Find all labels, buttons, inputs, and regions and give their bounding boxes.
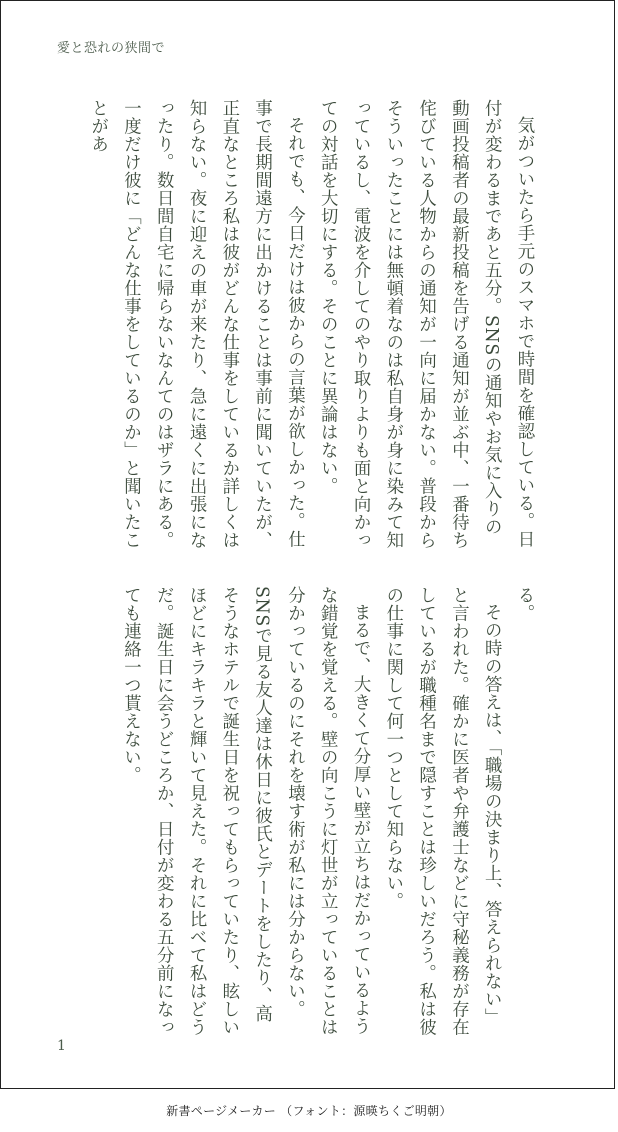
paragraph: それでも、今日だけは彼からの言葉が欲しかった。仕事で長期間遠方に出かけることは事前に聞いていたが、正直なところ私は彼がどんな仕事をしているか詳しくは知らない。夜に迎えの車が来たり、急に遠くに出張になったり。数日間自宅に帰らないなんてのはザラにある。一度だけ彼に「どんな仕事をしているのか」と聞いたことがあ (87, 99, 305, 549)
paragraph: その時の答えは、「職場の決まり上、答えられない」と言われた。確かに医者や弁護士などに守秘義務が存在しているが職種名まで隠すことは珍しいだろう。私は彼の仕事に関して何一つとして知らない。 (382, 586, 502, 1036)
page-number: 1 (57, 1038, 66, 1054)
lower-text-block (62, 586, 540, 1036)
paragraph-continuation: る。 (514, 586, 534, 622)
paragraph: まるで、大きくて分厚い壁が立ちはだかっているような錯覚を覚える。壁の向こうに灯世が立っていることは分かっているのにそれを壊す術が私には分からない。SNSで見る友人達は休日に彼氏とデートをしたり、高そうなホテルで誕生日を祝ってもらっていたり、眩しいほどにキラキラと輝いて見えた。それに比べて私はどうだ。誕生日に会うどころか、日付が変わる五分前になっても連絡一つ貰えない。 (120, 586, 371, 1036)
upper-text-block (62, 99, 540, 549)
footer-credit: 新書ページメーカー （フォント：源暎ちくご明朝） (166, 1104, 452, 1118)
paragraph: 気がついたら手元のスマホで時間を確認している。日付が変わるまであと五分。SNSの通知やお気に入りの動画投稿者の最新投稿を告げる通知が並ぶ中、一番待ち侘びている人物からの通知が一向に届かない。普段からそういったことには無頓着なのは私自身が身に染みて知っているし、電波を介してのやり取りよりも面と向かっての対話を大切にする。そのことに異論はない。 (317, 99, 534, 549)
running-head: 愛と恐れの狭間で (57, 41, 166, 56)
